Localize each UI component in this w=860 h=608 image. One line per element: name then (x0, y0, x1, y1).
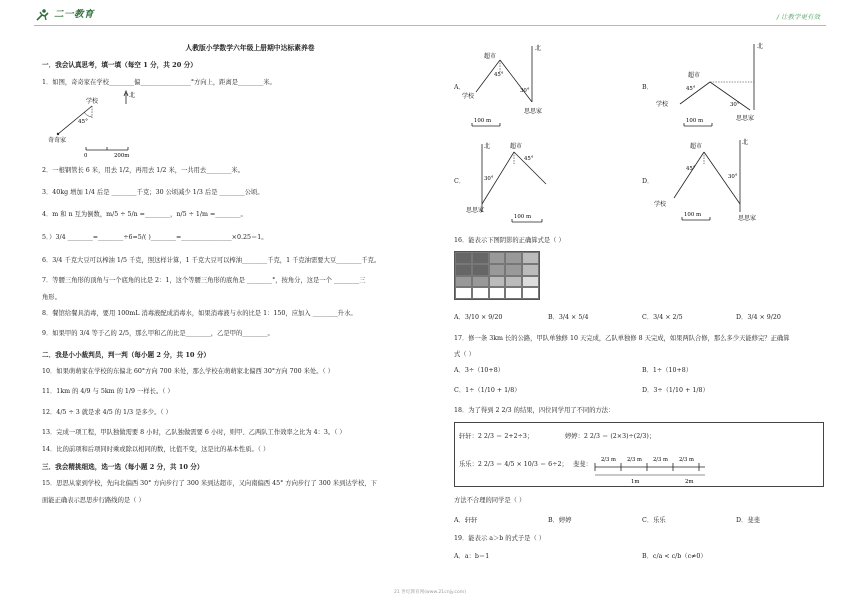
q18-option-b: B．婷婷 (548, 517, 572, 524)
q19-option-b: B．c/a < c/b（c≠0） (642, 553, 707, 560)
header-divider (34, 25, 826, 26)
question-19: 19．能表示 a＞b 的式子是（ ） (454, 535, 546, 542)
q1-scale-label: 200m (114, 153, 130, 159)
q15-option-c-label: C． (454, 178, 466, 185)
q1-angle-label: 45° (78, 119, 88, 125)
svg-text:思思家: 思思家 (738, 215, 757, 222)
svg-text:100 m: 100 m (474, 118, 492, 124)
svg-text:超市: 超市 (688, 72, 701, 79)
question-3: 3．40kg 增加 1/4 后是 ________千克；30 公顷减少 1/3 后是 ________公顷。 (42, 189, 264, 196)
section-heading-3: 三．我会精挑细选，选一选（每小题 2 分，共 10 分） (42, 463, 204, 471)
svg-text:北: 北 (757, 43, 764, 50)
question-12: 12．4/5 ÷ 3 就是求 4/5 的 1/3 是多少。（ ） (42, 409, 172, 416)
svg-text:30°: 30° (730, 102, 740, 108)
page-title: 人教版小学数学六年级上册期中达标素养卷 (185, 44, 315, 52)
section-heading-2: 二．我是小小裁判员，判一判（每小题 2 分，共 10 分） (42, 351, 211, 359)
svg-text:思思家: 思思家 (466, 207, 485, 214)
q17-option-a: A．3÷（10+8） (454, 367, 505, 374)
q15-option-d-figure (650, 134, 780, 228)
svg-text:30°: 30° (728, 174, 738, 180)
svg-text:超市: 超市 (690, 143, 703, 150)
q18-option-a: A．轩轩 (454, 517, 478, 524)
svg-text:学校: 学校 (462, 93, 475, 100)
svg-text:北: 北 (484, 143, 491, 150)
q15-option-b-figure (650, 40, 780, 132)
q1-school-label: 学校 (86, 98, 99, 105)
svg-text:100 m: 100 m (684, 212, 702, 218)
q1-home-label: 奇奇家 (48, 137, 67, 144)
q19-option-a: A．a：b＝1 (454, 553, 490, 560)
page-footer: 21 世纪教育网(www.21cnjy.com) (393, 590, 467, 595)
question-6: 6．3/4 千克大豆可以榨油 1/5 千克，照这样计算，1 千克大豆可以榨油________千克，1 千克油需要大豆________千克。 (42, 257, 381, 264)
q15-option-a-label: A． (454, 84, 465, 91)
q18-option-d: D．斐斐 (736, 517, 760, 524)
q16-shaded-grid (454, 251, 540, 300)
question-17: 17．修一条 3km 长的公路，甲队单独修 10 天完成，乙队单独修 8 天完成，如果两队合修，那么多少天能修完？正确算 (454, 335, 790, 342)
q16-option-c: C．3/4 × 2/5 (642, 314, 683, 321)
q16-option-a: A．3/10 × 9/20 (454, 314, 503, 321)
question-7-cont: 角形。 (42, 294, 61, 301)
question-16: 16．能表示下图阴影的正确算式是（ ） (454, 237, 565, 244)
question-15: 15．思思从家到学校，先向北偏西 30° 方向步行了 300 米到达超市，又向南偏西 45° 方向步行了 300 米到达学校，下 (42, 480, 377, 487)
svg-text:30°: 30° (484, 176, 494, 182)
q17-option-c: C．1÷（1/10 + 1/8） (454, 387, 521, 394)
svg-text:45°: 45° (686, 86, 696, 92)
site-logo (34, 9, 94, 21)
q1-north-label: 北 (129, 92, 136, 99)
question-9: 9．如果甲的 3/4 等于乙的 2/5，那么甲和乙的比是________，乙是甲的________。 (42, 330, 274, 337)
question-2: 2．一根钢管长 6 米，用去 1/2，再用去 1/2 米，一共用去________米。 (42, 167, 245, 174)
q16-option-b: B．3/4 × 5/4 (548, 314, 589, 321)
page-header (0, 0, 860, 26)
svg-text:学校: 学校 (656, 101, 669, 108)
q18-number-line (593, 453, 733, 487)
svg-text:超市: 超市 (510, 143, 523, 150)
q15-option-c-figure (462, 134, 582, 228)
question-17-cont: 式（ ） (454, 351, 475, 358)
q15-option-b-label: B． (642, 84, 653, 91)
svg-text:2/3 m: 2/3 m (601, 457, 616, 463)
svg-text:超市: 超市 (484, 53, 497, 60)
question-14: 14．比的前项和后项同时乘或除以相同的数，比值不变，这是比的基本性质。（ ） (42, 446, 270, 453)
svg-text:2/3 m: 2/3 m (679, 457, 694, 463)
svg-text:2/3 m: 2/3 m (653, 457, 668, 463)
svg-text:100 m: 100 m (686, 118, 704, 124)
svg-text:北: 北 (742, 139, 749, 146)
question-11: 11．1km 的 4/9 与 5km 的 1/9 一样长。（ ） (42, 388, 174, 395)
svg-text:45°: 45° (494, 72, 504, 78)
q18-methods-box (454, 422, 824, 487)
question-1: 1．如图，奇奇家在学校________偏________________°方向上，距离是________米。 (42, 79, 276, 86)
svg-text:100 m: 100 m (514, 214, 532, 220)
q18-bianbian: 斐斐： (573, 461, 592, 468)
question-7: 7．等腰三角形的顶角与一个底角的比是 2：1，这个等腰三角形的底角是 ________°，按角分，这是一个 ________三 (42, 277, 366, 284)
svg-text:思思家: 思思家 (736, 115, 755, 122)
logo-text: 二一教育 (54, 9, 95, 21)
q16-option-d: D．3/4 × 9/20 (736, 314, 781, 321)
q18-tingting: 婷婷：2 2/3 ＝ (2×3)÷(2/3)； (565, 433, 656, 440)
svg-text:学校: 学校 (654, 201, 667, 208)
header-slogan: / 让教学更有效 (776, 13, 820, 21)
svg-text:45°: 45° (686, 166, 696, 172)
question-10: 10．如果萌萌家在学校的东偏北 60°方向 700 米处，那么学校在萌萌家北偏西 30°方向 700 米处。（ ） (42, 368, 334, 375)
svg-text:2/3 m: 2/3 m (627, 457, 642, 463)
question-15-cont: 面能正确表示思思步行路线的是（ ） (42, 497, 145, 504)
svg-text:北: 北 (535, 45, 542, 52)
q1-map-figure (48, 90, 158, 162)
q18-xuanxuan: 轩轩：2 2/3 ＝ 2+2÷3； (459, 433, 534, 440)
svg-text:2m: 2m (685, 479, 694, 485)
question-18-prompt: 方法不合理的同学是（ ） (454, 497, 526, 504)
question-8: 8．餐馆给餐具消毒，要用 100mL 消毒液配成消毒水，如果消毒液与水的比是 1：150，应加入 ________升水。 (42, 310, 357, 317)
svg-text:45°: 45° (524, 156, 534, 162)
question-4: 4．m 和 n 互为倒数，m/5 ÷ 5/n =________，n/5 ÷ 1/m =________。 (42, 211, 247, 218)
q18-option-c: C．乐乐 (642, 517, 666, 524)
question-18: 18．为了得到 2 2/3 的结果，四位同学用了不同的方法： (454, 407, 615, 414)
question-5: 5．）3/4 ________=________÷6=5/( )________=________________×0.25＝1。 (42, 234, 268, 241)
q15-option-d-label: D． (642, 178, 654, 185)
q17-option-d: D．3÷（1/10 + 1/8） (642, 387, 709, 394)
q15-option-a-figure (462, 42, 582, 132)
runner-logo-icon (34, 9, 52, 21)
section-heading-1: 一．我会认真思考，填一填（每空 1 分，共 20 分） (42, 61, 197, 69)
q1-scale-zero: 0 (84, 153, 88, 159)
q18-lele: 乐乐：2 2/3 ＝ 4/5 × 10/3 ＝ 6÷2； (459, 461, 568, 468)
q17-option-b: B．1÷（10+8） (642, 367, 693, 374)
svg-text:思思家: 思思家 (524, 108, 543, 115)
svg-text:30°: 30° (520, 88, 530, 94)
svg-text:1m: 1m (631, 479, 640, 485)
question-13: 13．完成一项工程，甲队独做需要 8 小时，乙队独做需要 6 小时，则甲、乙两队工作效率之比为 4：3。（ ） (42, 429, 346, 436)
